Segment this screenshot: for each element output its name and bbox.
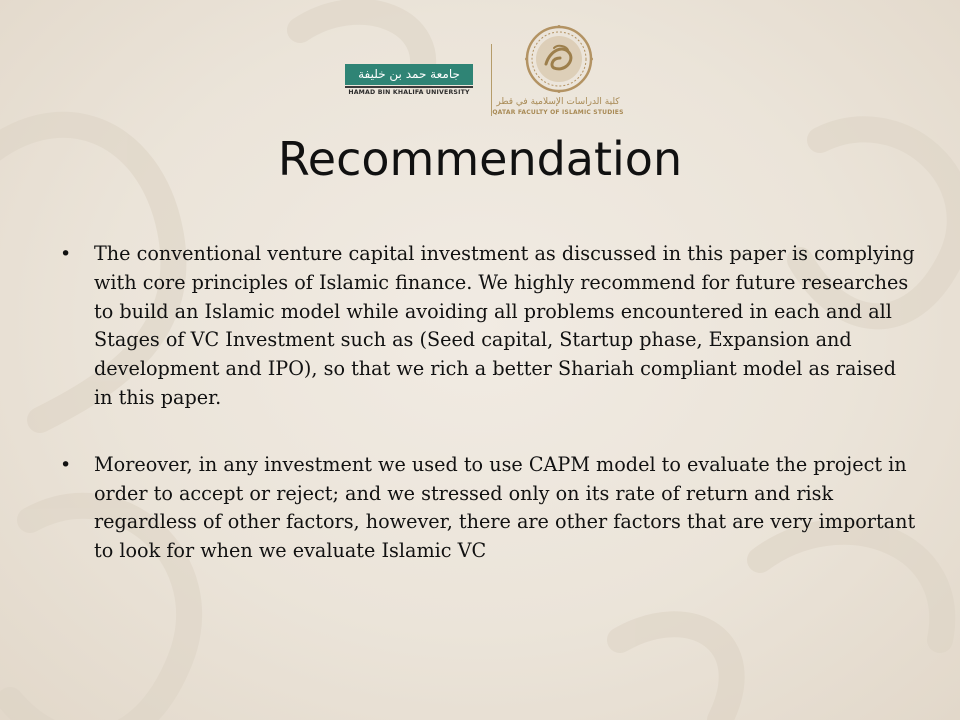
hbku-arabic-wordmark: جامعة حمد بن خليفة	[345, 64, 473, 85]
bullet-item	[60, 240, 920, 413]
slide-title: Recommendation	[277, 132, 683, 186]
qfis-seal-icon	[524, 24, 594, 94]
hbku-logo-rule	[345, 86, 473, 88]
hbku-english-wordmark: HAMAD BIN KHALIFA UNIVERSITY	[348, 89, 470, 96]
bullet-text: Moreover, in any investment we used to use CAPM model to evaluate the project in order to accept or reject; and we stressed only on its rate of return and risk regardless of other factors, however, there are other factors that are very important to look for when we evaluate Islamic VC	[94, 452, 916, 563]
qfis-arabic-wordmark: كلية الدراسات الإسلامية في قطر	[496, 97, 620, 107]
bullet-list	[60, 240, 920, 566]
bullet-text: The conventional venture capital investment as discussed in this paper is complying with core principles of Islamic finance. We highly recommend for future researches to build an Islamic model while avoiding all problems encountered in each and all Stages of VC Investment such as (Seed capital, Startup phase, Expansion and development and IPO), so that we rich a better Shariah compliant model as raised in this paper.	[94, 242, 915, 409]
bullet-marker: •	[60, 243, 72, 265]
bullet-item	[60, 451, 920, 566]
hbku-logo	[345, 64, 473, 100]
qfis-english-wordmark: QATAR FACULTY OF ISLAMIC STUDIES	[492, 109, 624, 116]
bullet-marker: •	[60, 453, 72, 476]
